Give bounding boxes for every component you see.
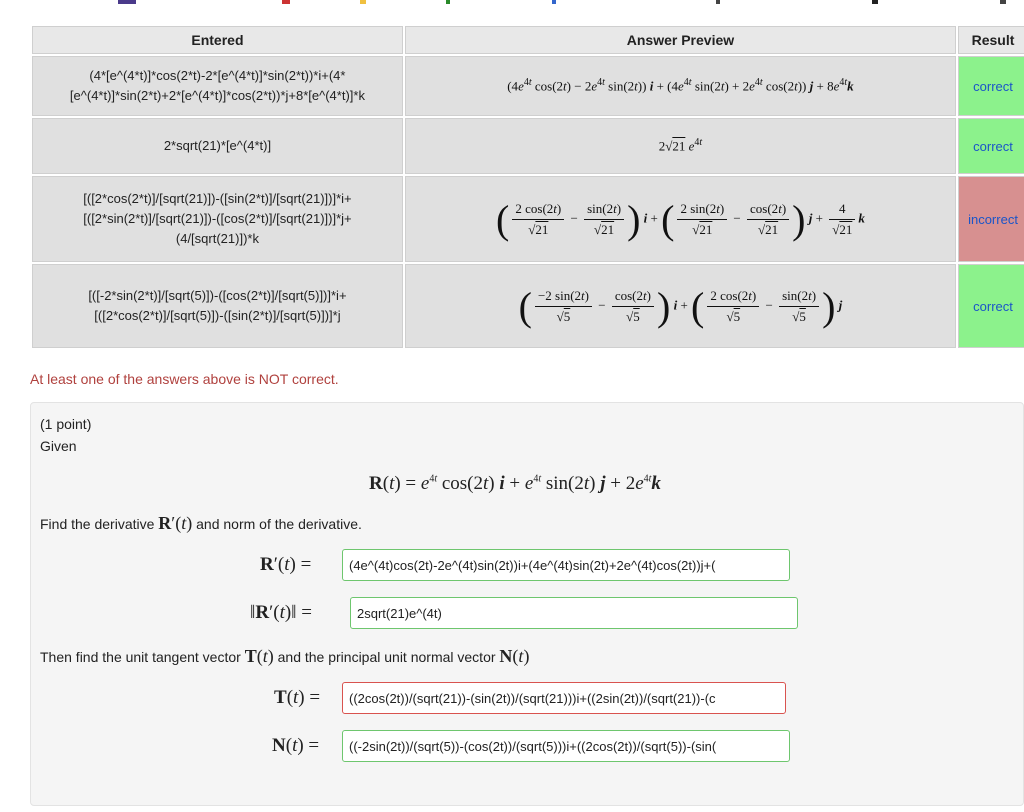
entered-line: (4*[e^(4*t)]*cos(2*t)-2*[e^(4*t)]*sin(2*t))*i+(4* [89, 68, 346, 83]
norm-label: ‖R′(t)‖ = [250, 602, 312, 623]
header-entered: Entered [32, 26, 403, 54]
given-formula: $R(t) = e^{4t}$ cos(2t) $i + e^{4t}$ sin(2t) $j + 2e^{4t}k$ [369, 473, 661, 494]
incorrect-warning: At least one of the answers above is NOT correct. [30, 371, 339, 387]
instruction-tangent-normal: Then find the unit tangent vector T(t) and the principal unit normal vector N(t) [40, 646, 530, 666]
result-badge: correct [958, 56, 1024, 116]
problem-given: Given [40, 438, 77, 454]
header-answer-preview: Answer Preview [405, 26, 956, 54]
result-badge: incorrect [958, 176, 1024, 262]
problem-panel [30, 402, 1024, 806]
browser-top-strip [0, 0, 1024, 12]
normal-label: N(t) = [272, 735, 320, 756]
results-header-row [32, 26, 1024, 54]
derivative-answer-row [31, 549, 1024, 581]
entered-cell [32, 56, 403, 116]
table-row [32, 176, 1024, 262]
table-row [32, 118, 1024, 174]
entered-cell [32, 264, 403, 348]
answer-preview-cell: ( $\frac{2 \cos(2t)}{√21}$ − $\frac{\sin(2t)}{√21}$ ) i + ( $\frac{2 \sin(2t)}{√21}$ − $\frac{\cos(2t)}{√21}$ ) j + $\frac{4}{√21}$ k [405, 176, 956, 262]
normal-input[interactable] [342, 730, 790, 762]
entered-line: (4/[sqrt(21)])*k [175, 231, 259, 246]
entered-cell [32, 176, 403, 262]
answer-preview-cell: 2√21 $e^{4t}$ [405, 118, 956, 174]
entered-line: [([2*cos(2*t)]/[sqrt(5)])-([sin(2*t)]/[sqrt(5)])]*j [94, 308, 341, 323]
answer-preview-cell: ($4e^{4t}$ $\cos(2t) - 2e^{4t}$ sin(2t)) $i + (4e^{4t}$ $\sin(2t) + 2e^{4t}$ cos(2t)) $j + 8e^{4t}k$ [405, 56, 956, 116]
entered-cell [32, 118, 403, 174]
entered-line: [([2*cos(2*t)]/[sqrt(21)])-([sin(2*t)]/[sqrt(21)])]*i+ [83, 191, 352, 206]
instruction-text: and the principal unit normal vector [277, 649, 496, 665]
instruction-text: and norm of the derivative. [196, 516, 362, 532]
instruction-text: Find the derivative [40, 516, 155, 532]
header-result: Result [958, 26, 1024, 54]
norm-input[interactable] [350, 597, 798, 629]
tangent-label: T(t) = [274, 687, 321, 708]
norm-answer-row [31, 597, 1024, 629]
entered-line: [e^(4*t)]*sin(2*t)+2*[e^(4*t)]*cos(2*t))*j+8*[e^(4*t)]*k [69, 88, 365, 103]
instruction-text: Then find the unit tangent vector [40, 649, 241, 665]
entered-line: [([2*sin(2*t)]/[sqrt(21)])-([cos(2*t)]/[sqrt(21)])]*j+ [83, 211, 352, 226]
derivative-input[interactable] [342, 549, 790, 581]
entered-line: [([-2*sin(2*t)]/[sqrt(5)])-([cos(2*t)]/[sqrt(5)])]*i+ [88, 288, 347, 303]
entered-line: 2*sqrt(21)*[e^(4*t)] [163, 138, 272, 153]
answer-preview-cell: ( $\frac{-2 \sin(2t)}{√5}$ − $\frac{\cos(2t)}{√5}$ ) i + ( $\frac{2 \cos(2t)}{√5}$ − $\frac{\sin(2t)}{√5}$ ) j [405, 264, 956, 348]
results-table [30, 24, 1024, 350]
tangent-input[interactable] [342, 682, 786, 714]
problem-points: (1 point) [40, 416, 92, 432]
table-row [32, 56, 1024, 116]
tangent-answer-row [31, 682, 1024, 714]
result-badge: correct [958, 264, 1024, 348]
derivative-label: R′(t) = [260, 554, 312, 575]
normal-answer-row [31, 730, 1024, 762]
table-row [32, 264, 1024, 348]
instruction-derivative: Find the derivative R′(t) and norm of the derivative. [40, 513, 362, 533]
result-badge: correct [958, 118, 1024, 174]
